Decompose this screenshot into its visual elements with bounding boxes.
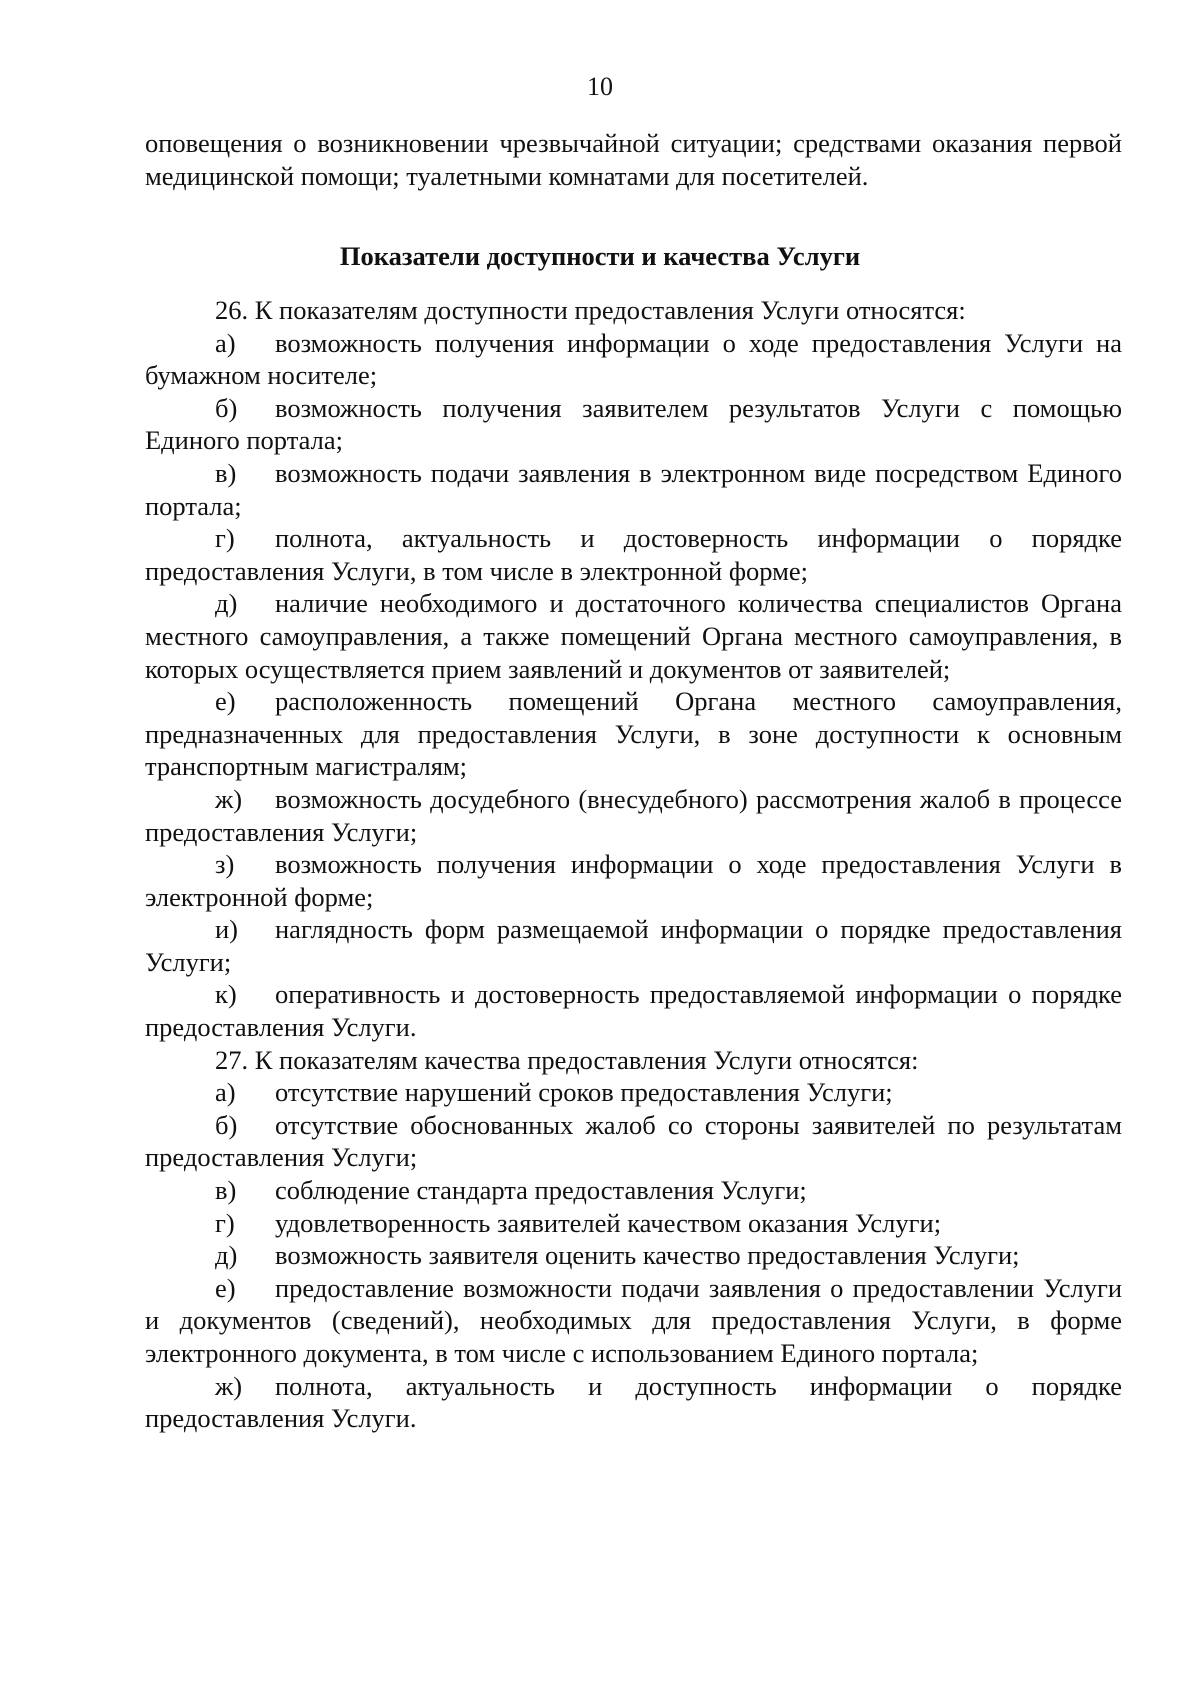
list-item <box>145 1272 1122 1370</box>
list-item-text: расположенность помещений Органа местного самоуправления, предназначенных для предоставления Услуги, в зоне доступности к основным транспортным магистралям; <box>145 686 1122 782</box>
list-item-marker: д) <box>215 1240 238 1271</box>
list-item-text: возможность досудебного (внесудебного) рассмотрения жалоб в процессе предоставления Услуги; <box>145 783 1122 847</box>
list-item-text: наличие необходимого и достаточного количества специалистов Органа местного самоуправления, а также помещений Органа местного самоуправления, в которых осуществляется прием заявлений и документов от заявителей; <box>145 588 1122 684</box>
list-item-marker: к) <box>215 979 237 1010</box>
item-26-entries <box>145 327 1122 1044</box>
list-item-marker: ж) <box>215 1370 243 1401</box>
list-item <box>145 587 1122 685</box>
list-item-marker: в) <box>215 1175 237 1206</box>
list-item <box>145 392 1122 457</box>
list-item-text: возможность получения информации о ходе предоставления Услуги в электронной форме; <box>145 849 1122 912</box>
list-item <box>145 848 1122 913</box>
list-item-marker: з) <box>215 849 235 880</box>
section-title: Показатели доступности и качества Услуги <box>339 241 861 271</box>
list-item-marker: а) <box>215 1077 236 1108</box>
list-item <box>145 1370 1122 1435</box>
list-item <box>145 522 1122 587</box>
list-item-marker: е) <box>215 1272 236 1303</box>
list-item-text: предоставление возможности подачи заявления о предоставлении Услуги и документов (сведений), необходимых для предоставления Услуги, в форме электронного документа, в том числе с использованием Единого портала; <box>145 1272 1122 1368</box>
list-item-marker: г) <box>215 1207 235 1238</box>
list-item-text: возможность получения информации о ходе предоставления Услуги на бумажном носителе; <box>145 327 1122 391</box>
list-item-text: возможность подачи заявления в электронном виде посредством Единого портала; <box>145 457 1122 521</box>
list-item-marker: е) <box>215 686 236 717</box>
list-item <box>145 685 1122 783</box>
list-item-text: возможность получения заявителем результатов Услуги с помощью Единого портала; <box>145 392 1122 456</box>
list-item-text: удовлетворенность заявителей качеством оказания Услуги; <box>275 1207 942 1238</box>
list-item-marker: а) <box>215 327 236 358</box>
list-item <box>145 913 1122 978</box>
list-item <box>145 1109 1122 1174</box>
item-27-heading: 27. К показателям качества предоставления Услуги относятся: <box>215 1044 919 1075</box>
list-item-text: отсутствие нарушений сроков предоставления Услуги; <box>275 1077 893 1108</box>
item-26-heading: 26. К показателям доступности предоставления Услуги относятся: <box>215 295 966 325</box>
list-item-text: соблюдение стандарта предоставления Услуги; <box>275 1175 807 1206</box>
list-item <box>145 327 1122 392</box>
list-item <box>145 1239 1122 1272</box>
intro-paragraph-block <box>145 127 1122 192</box>
list-item-marker: ж) <box>215 783 243 814</box>
list-item-text: отсутствие обоснованных жалоб со стороны заявителей по результатам предоставления Услуги; <box>145 1109 1122 1173</box>
list-item-marker: б) <box>215 1109 238 1140</box>
list-item <box>145 1174 1122 1207</box>
list-item-text: полнота, актуальность и достоверность информации о порядке предоставления Услуги, в том числе в электронной форме; <box>145 523 1122 586</box>
indicators-list <box>145 294 1122 1435</box>
list-item-marker: в) <box>215 457 237 488</box>
list-item <box>145 1207 1122 1240</box>
list-item-text: оперативность и достоверность предоставляемой информации о порядке предоставления Услуги. <box>145 979 1122 1043</box>
list-item-marker: б) <box>215 392 238 423</box>
page-number: 10 <box>587 72 613 101</box>
list-item <box>145 978 1122 1043</box>
list-item-marker: и) <box>215 914 239 945</box>
list-item <box>145 783 1122 848</box>
intro-paragraph: оповещения о возникновении чрезвычайной ситуации; средствами оказания первой медицинской помощи; туалетными комнатами для посетителей. <box>145 128 1122 191</box>
list-item <box>145 457 1122 522</box>
list-item-marker: г) <box>215 523 235 554</box>
item-27-entries <box>145 1076 1122 1435</box>
list-item-text: возможность заявителя оценить качество предоставления Услуги; <box>275 1240 1020 1271</box>
list-item-text: полнота, актуальность и доступность информации о порядке предоставления Услуги. <box>145 1370 1122 1434</box>
list-item-text: наглядность форм размещаемой информации о порядке предоставления Услуги; <box>145 914 1122 977</box>
list-item-marker: д) <box>215 588 238 619</box>
list-item <box>145 1076 1122 1109</box>
